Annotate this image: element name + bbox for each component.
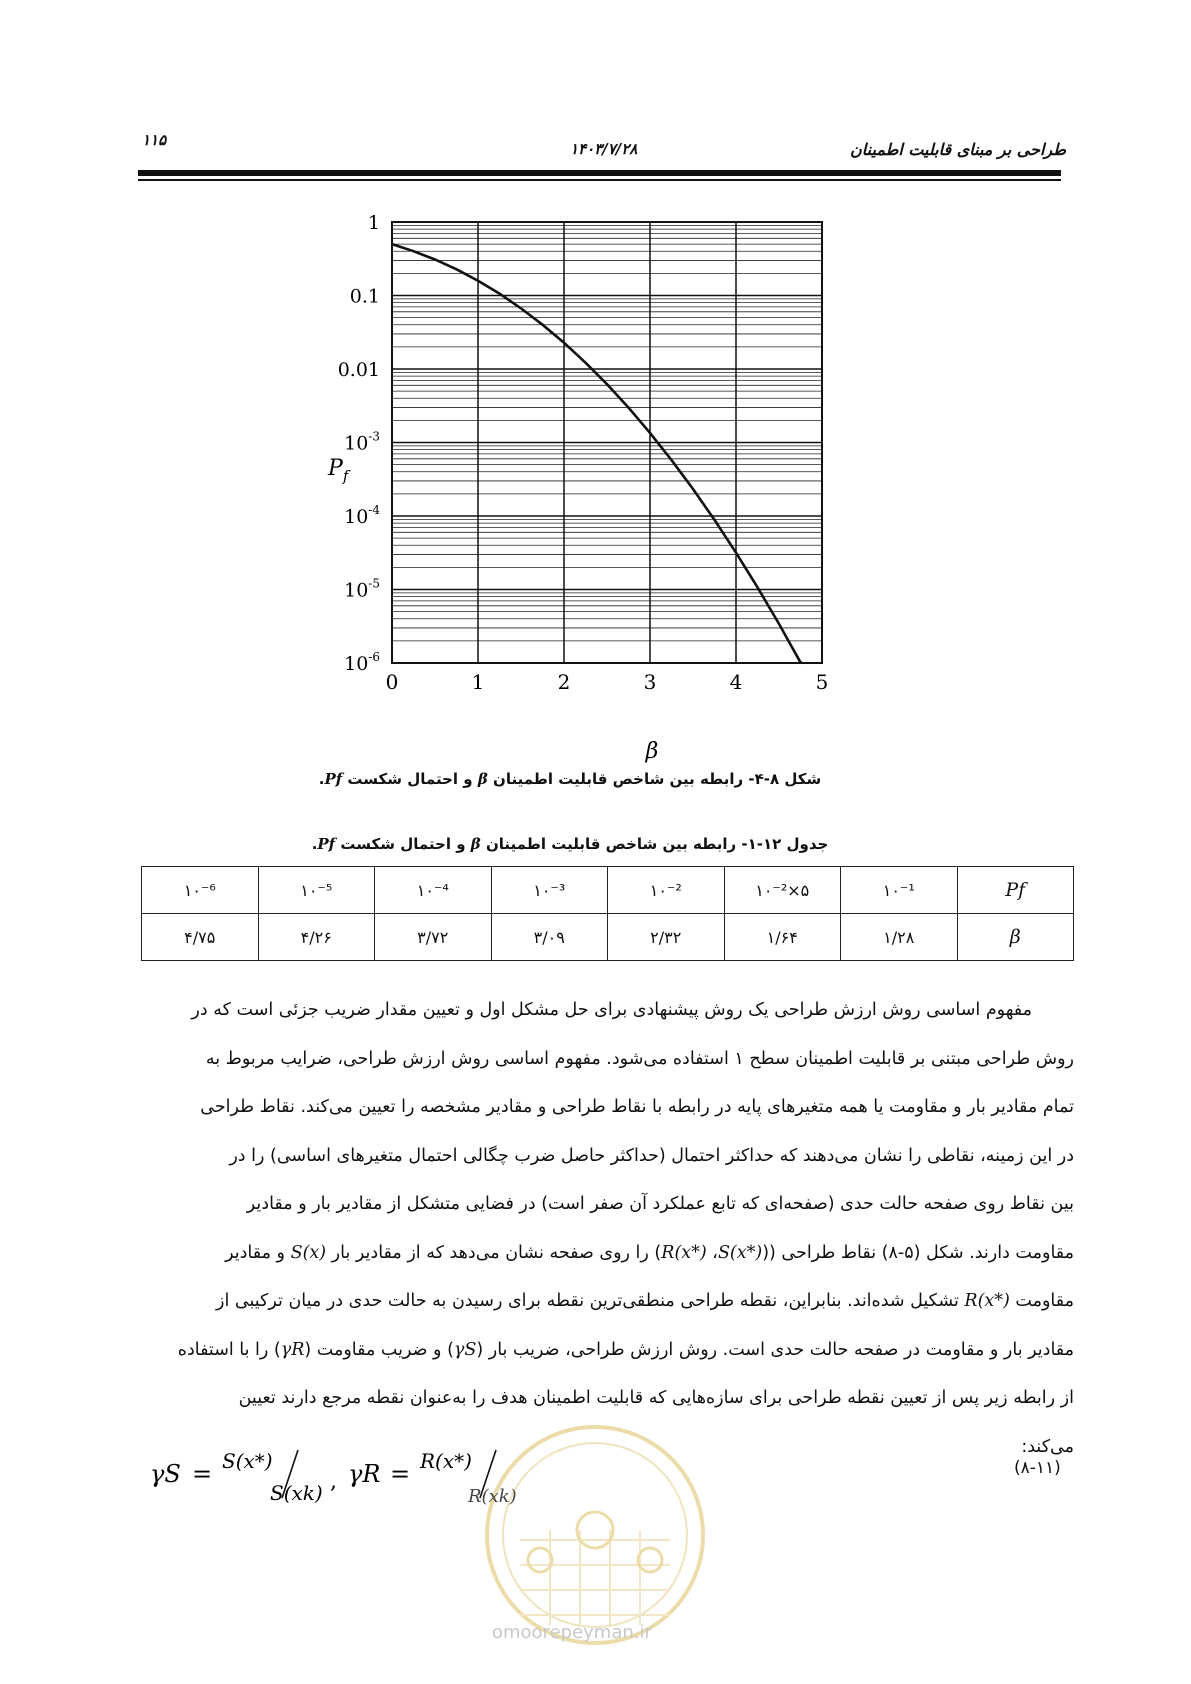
eq-comma: , (330, 1469, 337, 1494)
body-line: مفهوم اساسی روش ارزش طراحی یک روش پیشنهادی برای حل مشکل اول و تعیین مقدار ضریب جزئی است که در (191, 1000, 1032, 1020)
table-row-pf (142, 867, 1074, 914)
body-symbol: γS (453, 1339, 477, 1360)
y-tick-label: 0.1 (349, 285, 380, 308)
body-text-run: ، (706, 1242, 718, 1263)
header-date: ۱۴۰۳/۷/۲۸ (570, 140, 638, 158)
body-line (138, 1326, 1074, 1375)
y-tick-label: $10^{-3}$ (344, 429, 380, 455)
table-cell: ۱۰⁻⁵ (258, 867, 375, 914)
x-tick-label: 5 (815, 670, 829, 694)
table-cell: ۱۰⁻¹ (841, 867, 958, 914)
header-rule-thin (138, 179, 1061, 181)
table-cell: ۱/۲۸ (841, 914, 958, 961)
body-symbol: γR (280, 1339, 305, 1360)
eq-gamma-s: γS (150, 1460, 181, 1488)
body-line: تمام مقادیر بار و مقاومت یا همه متغیرهای پایه در رابطه با نقاط طراحی و مقادیر مشخصه را تعیین می‌کند. نقاط طراحی (200, 1097, 1074, 1117)
table-caption-beta: β (470, 835, 481, 853)
figure-caption (300, 770, 840, 788)
table-cell: ۳/۰۹ (491, 914, 608, 961)
figure-caption-prefix: شکل ۸-۴- رابطه بین شاخص قابلیت اطمینان (493, 770, 822, 788)
body-text-run: مقاومت (1015, 1291, 1074, 1311)
table-cell: ۲/۳۲ (608, 914, 725, 961)
table-cell: ۳/۷۲ (375, 914, 492, 961)
body-symbol: R(x*) (964, 1291, 1010, 1311)
x-tick-label: 1 (471, 670, 485, 694)
table-cell: ۱۰⁻² (608, 867, 725, 914)
body-text-run: تشکیل شده‌اند. بنابراین، نقطه طراحی منطقی‌ترین نقطه برای رسیدن به حالت حدی در میان ترکیبی از (216, 1291, 959, 1311)
table-caption-pf: Pf (317, 835, 336, 853)
x-tick-label: 2 (557, 670, 571, 694)
table-cell: ۴/۷۵ (142, 914, 259, 961)
figure-caption-pf: Pf (324, 770, 343, 788)
body-symbol: S(x) (290, 1242, 327, 1263)
body-text-run: و مقادیر (225, 1242, 285, 1263)
table-caption-end: . (311, 835, 318, 853)
table-cell: ۱/۶۴ (724, 914, 841, 961)
running-title: طراحی بر مبنای قابلیت اطمینان (850, 140, 1066, 159)
eq-r-numerator: R(x*) (420, 1449, 472, 1473)
body-line (138, 1277, 1074, 1326)
y-tick-labels (338, 212, 381, 675)
table-cell: ۱۰⁻⁴ (375, 867, 492, 914)
eq-r-denominator: R(xk) (468, 1486, 517, 1507)
body-text-run: مقادیر بار و مقاومت در صفحه حالت حدی است. روش ارزش طراحی، ضریب بار ( (476, 1339, 1074, 1360)
body-line (138, 1229, 1074, 1278)
y-tick-label: $10^{-5}$ (344, 576, 380, 602)
eq-gamma-r: γR (348, 1460, 381, 1488)
table-cell: ۴/۲۶ (258, 914, 375, 961)
table-caption-mid: و احتمال شکست (340, 835, 466, 853)
equation-8-11 (150, 1440, 570, 1510)
body-line: از رابطه زیر پس از تعیین نقطه طراحی برای سازه‌هایی که قابلیت اطمینان هدف را به‌عنوان نقطه مرجع دارند تعیین (238, 1388, 1074, 1408)
table-caption (300, 835, 840, 853)
page-number: ۱۱۵ (142, 131, 167, 149)
body-line: روش طراحی مبتنی بر قابلیت اطمینان سطح ۱ استفاده می‌شود. مفهوم اساسی روش ارزش طراحی، ضرایب مربوط به (205, 1048, 1074, 1069)
pf-beta-chart (300, 205, 920, 765)
body-symbol: S(x*) (717, 1242, 763, 1263)
equation-number: (۸-۱۱) (1014, 1458, 1061, 1478)
body-text-run: ) را با استفاده (177, 1339, 281, 1360)
x-axis-label: β (645, 739, 659, 764)
body-text-run: ) و ضریب مقاومت ( (304, 1339, 454, 1360)
body-line: بین نقاط روی صفحه حالت حدی (صفحه‌ای که تابع عملکرد آن صفر است) در فضایی متشکل از مقادیر بار و مقادیر (246, 1194, 1074, 1214)
y-tick-label: 0.01 (337, 359, 380, 381)
x-tick-label: 3 (643, 670, 657, 694)
table-row-header: β (957, 914, 1074, 961)
minor-gridlines (392, 225, 822, 641)
eq-equals-2: = (390, 1460, 411, 1488)
table-row-beta (142, 914, 1074, 961)
table-cell: ۱۰⁻³ (491, 867, 608, 914)
table-cell: ۱۰⁻⁶ (142, 867, 259, 914)
body-paragraph (138, 986, 1074, 1471)
eq-s-denominator: S(xk) (270, 1481, 323, 1505)
y-tick-label: $10^{-6}$ (344, 650, 380, 675)
figure-caption-end: . (318, 770, 325, 788)
y-axis-label: $P_f$ (328, 456, 349, 485)
figure-caption-mid: و احتمال شکست (347, 770, 473, 788)
body-symbol: R(x*) (661, 1242, 707, 1263)
eq-equals: = (192, 1460, 213, 1488)
watermark-url: omoorepeyman.ir (492, 1622, 652, 1643)
y-tick-label: 1 (367, 212, 380, 234)
pf-beta-table (141, 866, 1074, 961)
table-row-header: Pf (957, 867, 1074, 914)
table-caption-prefix: جدول ۱۲-۱- رابطه بین شاخص قابلیت اطمینان (485, 835, 829, 853)
table-cell: ۵×۱۰⁻² (724, 867, 841, 914)
x-tick-labels (386, 670, 829, 694)
figure-caption-beta: β (477, 770, 488, 788)
body-text-run: ) را روی صفحه نشان می‌دهد که از مقادیر بار (331, 1242, 662, 1263)
x-tick-label: 0 (385, 670, 399, 694)
header-rule-thick (138, 170, 1061, 176)
body-line: می‌کند: (1021, 1436, 1074, 1457)
y-tick-label: $10^{-4}$ (344, 503, 380, 528)
body-text-run: مقاومت دارند. شکل (۵-۸) نقاط طراحی (( (762, 1242, 1074, 1263)
body-line: در این زمینه، نقاطی را نشان می‌دهند که حداکثر احتمال (حداکثر حاصل ضرب چگالی احتمال متغیرهای اساسی) را در (229, 1145, 1074, 1166)
eq-s-numerator: S(x*) (222, 1449, 273, 1473)
x-tick-label: 4 (729, 670, 743, 694)
